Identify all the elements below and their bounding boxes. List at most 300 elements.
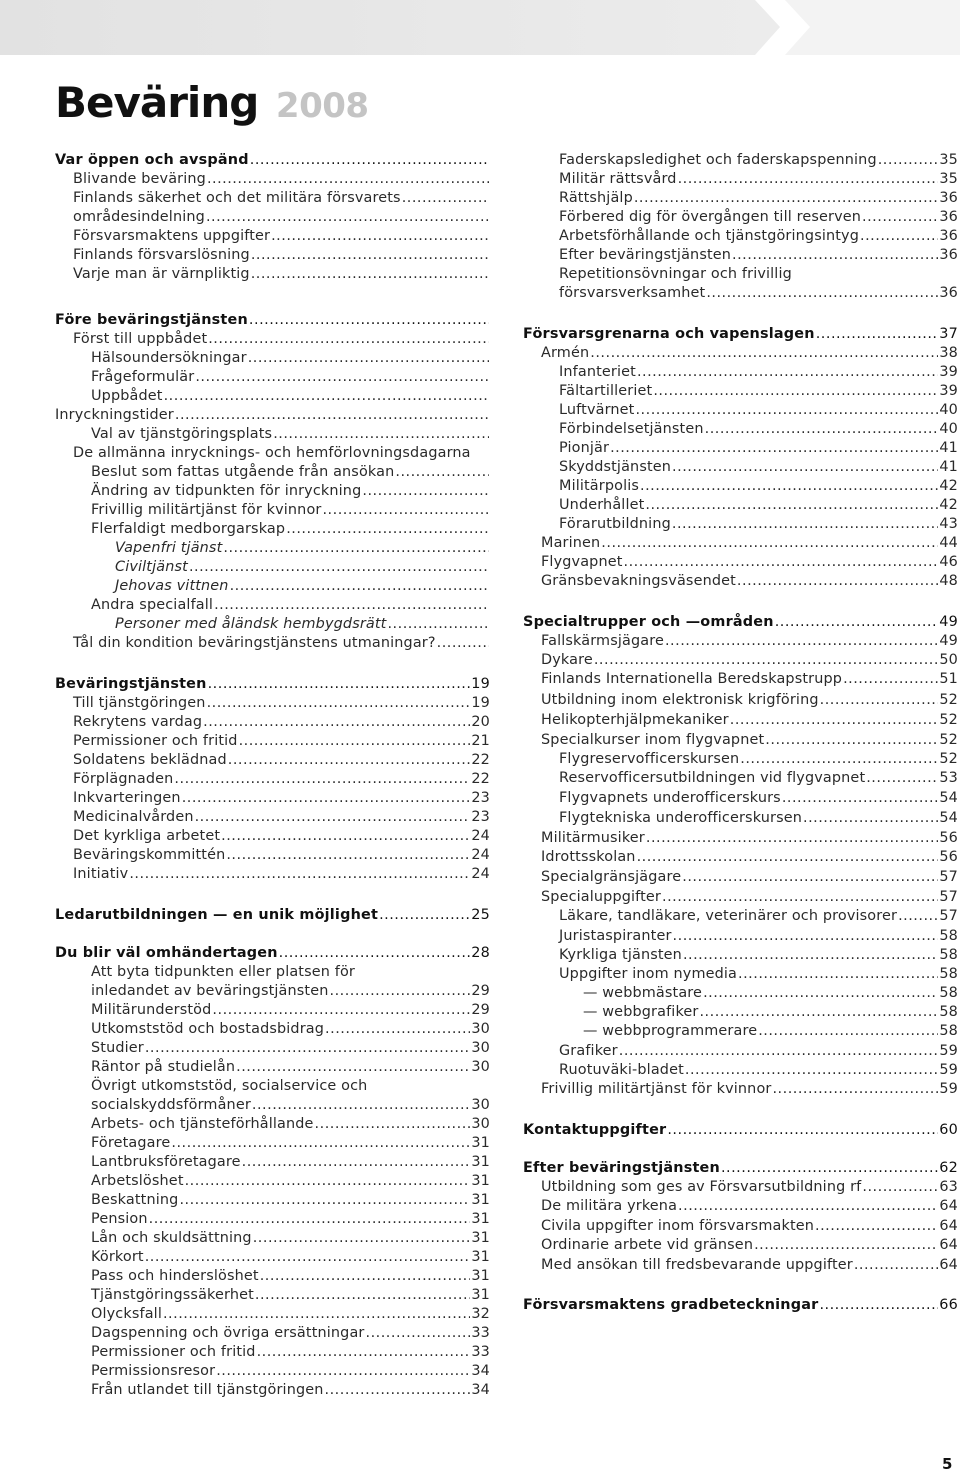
toc-entry-title: Med ansökan till fredsbevarande uppgifter: [541, 1257, 853, 1273]
toc-entry-page: 64: [939, 1237, 958, 1253]
toc-entry-title: Först till uppbådet: [73, 331, 208, 347]
toc-entry-title: Flygvapnets underofficerskurs: [559, 790, 781, 806]
toc-entry: [523, 1216, 958, 1236]
toc-leader-dots: [208, 674, 471, 694]
toc-entry-page: 63: [939, 1179, 958, 1195]
toc-entry-title: Frågeformulär: [91, 369, 195, 385]
toc-entry-page: 39: [939, 364, 958, 380]
toc-entry-title: Initiativ: [73, 866, 129, 882]
toc-entry: [55, 712, 490, 732]
toc-entry-title: Lån och skuldsättning: [91, 1230, 252, 1246]
toc-entry-title: Specialgränsjägare: [541, 869, 682, 885]
toc-entry-page: 40: [939, 421, 958, 437]
toc-leader-dots: [815, 1216, 938, 1236]
toc-entry-title: Utbildning inom elektronisk krigföring: [541, 692, 819, 708]
toc-entry: [55, 614, 490, 634]
toc-entry-title: Läkare, tandläkare, veterinärer och provisorer: [559, 908, 898, 924]
toc-entry: [523, 768, 958, 788]
toc-leader-dots: [740, 749, 938, 769]
toc-leader-dots: [216, 1361, 470, 1381]
toc-entry: [55, 1228, 490, 1248]
toc-leader-dots: [594, 650, 939, 670]
toc-entry: [55, 462, 490, 482]
toc-entry: [55, 788, 490, 808]
toc-entry: [55, 519, 490, 539]
toc-entry-page: 58: [939, 1023, 958, 1039]
toc-entry-title: Olycksfall: [91, 1306, 162, 1322]
toc-entry-page: 38: [939, 345, 958, 361]
toc-entry-title: Vapenfri tjänst: [115, 540, 223, 556]
toc-leader-dots: [878, 150, 939, 170]
toc-entry-title: Finlands säkerhet och det militära försvarets: [73, 190, 401, 206]
toc-entry-title: Idrottsskolan: [541, 849, 636, 865]
toc-entry-title: Frivillig militärtjänst för kvinnor: [91, 502, 322, 518]
toc-entry-page: 49: [939, 614, 958, 630]
toc-leader-dots: [640, 476, 938, 496]
toc-leader-dots: [207, 169, 489, 189]
toc-leader-dots: [803, 808, 938, 828]
toc-entry-page: 41: [939, 440, 958, 456]
toc-entry: [55, 769, 490, 789]
toc-leader-dots: [645, 495, 938, 515]
toc-leader-dots: [819, 1295, 938, 1315]
toc-entry: [523, 343, 958, 363]
toc-entry-title: — webbgrafiker: [583, 1004, 699, 1020]
toc-leader-dots: [279, 943, 471, 963]
toc-entry: [523, 631, 958, 651]
toc-entry-page: 58: [939, 947, 958, 963]
toc-entry-title: Fältartilleriet: [559, 383, 653, 399]
toc-entry: [523, 457, 958, 477]
toc-leader-dots: [635, 400, 938, 420]
toc-entry-page: 23: [471, 809, 490, 825]
toc-entry-title: Försvarsmaktens uppgifter: [73, 228, 271, 244]
toc-leader-dots: [678, 1196, 938, 1216]
toc-entry-title: Flygtekniska underofficerskursen: [559, 810, 802, 826]
toc-entry: [523, 964, 958, 984]
toc-entry-title: Arbetslöshet: [91, 1173, 184, 1189]
toc-entry: [55, 150, 490, 170]
toc-entry-page: 59: [939, 1062, 958, 1078]
toc-entry: [55, 1209, 490, 1229]
toc-entry-page: 60: [939, 1122, 958, 1138]
toc-leader-dots: [145, 1247, 471, 1267]
toc-entry-title: Försvarsmaktens gradbeteckningar: [523, 1297, 819, 1313]
toc-entry-page: 30: [471, 1059, 490, 1075]
toc-entry-title: Inkvarteringen: [73, 790, 181, 806]
toc-entry-page: 56: [939, 849, 958, 865]
toc-entry-title: Permissioner och fritid: [73, 733, 238, 749]
toc-entry-page: 31: [471, 1287, 490, 1303]
toc-leader-dots: [255, 1285, 470, 1305]
toc-entry: [523, 1120, 958, 1140]
toc-entry-page: 62: [939, 1160, 958, 1176]
toc-entry-page: 36: [939, 209, 958, 225]
toc-entry-page: 20: [471, 714, 490, 730]
toc-entry: [55, 500, 490, 520]
toc-entry: [523, 983, 958, 1003]
toc-leader-dots: [230, 576, 489, 596]
toc-entry-page: 50: [939, 652, 958, 668]
toc-entry-page: 36: [939, 247, 958, 263]
toc-leader-dots: [843, 669, 938, 689]
toc-entry-title: Pension: [91, 1211, 148, 1227]
toc-entry-page: 52: [939, 692, 958, 708]
toc-entry-page: 30: [471, 1116, 490, 1132]
toc-leader-dots: [765, 730, 938, 750]
toc-entry-title: Utkomststöd och bostadsbidrag: [91, 1021, 325, 1037]
toc-entry-title: Civiltjänst: [115, 559, 188, 575]
toc-entry: [55, 367, 490, 387]
toc-leader-dots: [179, 1190, 470, 1210]
toc-entry-page: 52: [939, 712, 958, 728]
toc-entry: [523, 400, 958, 420]
toc-leader-dots: [252, 1095, 470, 1115]
toc-entry-title: Efter beväringstjänsten: [523, 1160, 720, 1176]
toc-entry: [55, 348, 490, 368]
toc-entry: [523, 150, 958, 170]
toc-leader-dots: [738, 964, 938, 984]
toc-leader-dots: [637, 362, 938, 382]
toc-entry: [523, 419, 958, 439]
toc-entry-page: 36: [939, 285, 958, 301]
toc-entry-page: 23: [471, 790, 490, 806]
toc-entry: [523, 1158, 958, 1178]
header-banner: [0, 0, 960, 55]
toc-leader-dots: [634, 188, 939, 208]
toc-leader-dots: [239, 731, 471, 751]
toc-entry-page: 56: [939, 830, 958, 846]
toc-entry: [55, 481, 490, 501]
toc-entry: [523, 650, 958, 670]
toc-entry: [523, 514, 958, 534]
toc-leader-dots: [236, 1057, 470, 1077]
toc-leader-dots: [437, 633, 489, 653]
toc-entry-title: Förbindelsetjänsten: [559, 421, 704, 437]
toc-entry: [55, 1266, 490, 1286]
toc-leader-dots: [185, 1171, 471, 1191]
toc-entry: [55, 310, 490, 330]
toc-leader-dots: [601, 533, 938, 553]
toc-entry-title: Permissioner och fritid: [91, 1344, 256, 1360]
toc-entry: [55, 207, 490, 227]
toc-entry-title: Dagspenning och övriga ersättningar: [91, 1325, 365, 1341]
toc-leader-dots: [862, 1177, 938, 1197]
toc-entry: [523, 169, 958, 189]
toc-entry: [55, 1019, 490, 1039]
toc-entry: [55, 1361, 490, 1381]
toc-entry: [523, 1060, 958, 1080]
toc-entry: [55, 1380, 490, 1400]
toc-entry-title: Lantbruksföretagare: [91, 1154, 241, 1170]
toc-entry-title: Förarutbildning: [559, 516, 671, 532]
toc-entry-page: 41: [939, 459, 958, 475]
toc-entry-title: Infanteriet: [559, 364, 636, 380]
toc-entry-title: Militärpolis: [559, 478, 640, 494]
toc-entry-title: Militär rättsvård: [559, 171, 677, 187]
toc-leader-dots: [737, 571, 938, 591]
toc-entry-page: 30: [471, 1040, 490, 1056]
toc-entry-title: Körkort: [91, 1249, 144, 1265]
toc-entry-title: Arbets- och tjänsteförhållande: [91, 1116, 314, 1132]
toc-entry-title: Tål din kondition beväringstjänstens utmaningar?: [73, 635, 436, 651]
toc-entry-page: 35: [939, 152, 958, 168]
toc-leader-dots: [248, 348, 489, 368]
toc-entry-page: 42: [939, 497, 958, 513]
toc-entry-title: Militärmusiker: [541, 830, 645, 846]
toc-leader-dots: [662, 887, 938, 907]
toc-entry: [523, 1196, 958, 1216]
toc-entry-page: 34: [471, 1382, 490, 1398]
toc-entry-page: 25: [471, 907, 490, 923]
toc-entry-page: 24: [471, 828, 490, 844]
toc-entry-title: Uppbådet: [91, 388, 163, 404]
toc-entry-page: 24: [471, 847, 490, 863]
toc-entry-title: Från utlandet till tjänstgöringen: [91, 1382, 324, 1398]
toc-leader-dots: [590, 343, 938, 363]
toc-entry-page: 64: [939, 1198, 958, 1214]
toc-leader-dots: [223, 538, 489, 558]
toc-entry: [523, 1079, 958, 1099]
toc-entry-page: 30: [471, 1021, 490, 1037]
toc-entry: [523, 476, 958, 496]
toc-leader-dots: [214, 595, 489, 615]
toc-entry-title: Fallskärmsjägare: [541, 633, 664, 649]
toc-entry: [55, 807, 490, 827]
toc-leader-dots: [145, 1038, 471, 1058]
toc-entry-page: 31: [471, 1268, 490, 1284]
toc-entry: [55, 443, 490, 463]
toc-entry-title: Skyddstjänsten: [559, 459, 672, 475]
toc-entry-page: 31: [471, 1173, 490, 1189]
toc-entry-title: Tjänstgöringssäkerhet: [91, 1287, 254, 1303]
toc-leader-dots: [860, 226, 938, 246]
toc-entry: [523, 808, 958, 828]
toc-entry-title: Räntor på studielån: [91, 1059, 236, 1075]
toc-leader-dots: [250, 150, 489, 170]
toc-entry-title: Finlands Internationella Beredskapstrupp: [541, 671, 843, 687]
toc-entry: [55, 1342, 490, 1362]
toc-entry: [55, 1095, 490, 1115]
toc-leader-dots: [758, 1021, 938, 1041]
toc-entry-title: Personer med åländsk hembygdsrätt: [115, 616, 387, 632]
toc-leader-dots: [286, 519, 489, 539]
toc-leader-dots: [221, 826, 470, 846]
toc-entry-page: 22: [471, 771, 490, 787]
toc-leader-dots: [705, 419, 939, 439]
toc-entry-title: Ändring av tidpunkten för inryckning: [91, 483, 362, 499]
toc-entry-page: 51: [939, 671, 958, 687]
toc-leader-dots: [854, 1255, 939, 1275]
toc-leader-dots: [362, 481, 489, 501]
toc-leader-dots: [257, 1342, 471, 1362]
toc-entry-title: Rättshjälp: [559, 190, 633, 206]
toc-entry: [523, 362, 958, 382]
toc-entry-page: 33: [471, 1325, 490, 1341]
toc-entry-title: Andra specialfall: [91, 597, 214, 613]
toc-entry-page: 39: [939, 383, 958, 399]
toc-entry: [55, 1285, 490, 1305]
toc-entry: [523, 710, 958, 730]
toc-leader-dots: [672, 514, 939, 534]
toc-leader-dots: [387, 614, 489, 634]
toc-entry-title: Luftvärnet: [559, 402, 635, 418]
toc-entry: [55, 264, 490, 284]
toc-leader-dots: [164, 386, 489, 406]
toc-entry-page: 36: [939, 228, 958, 244]
toc-leader-dots: [315, 1114, 471, 1134]
toc-entry: [523, 283, 958, 303]
toc-entry-title: Utbildning som ges av Försvarsutbildning rf: [541, 1179, 862, 1195]
toc-entry-title: socialskyddsförmåner: [91, 1097, 251, 1113]
toc-entry: [523, 1295, 958, 1315]
toc-leader-dots: [182, 788, 471, 808]
toc-entry-title: områdesindelning: [73, 209, 205, 225]
toc-entry-title: Underhållet: [559, 497, 645, 513]
toc-leader-dots: [721, 1158, 938, 1178]
toc-leader-dots: [189, 557, 489, 577]
toc-leader-dots: [667, 1120, 938, 1140]
toc-leader-dots: [251, 245, 489, 265]
toc-leader-dots: [678, 169, 939, 189]
toc-entry: [55, 1323, 490, 1343]
toc-entry-page: 40: [939, 402, 958, 418]
toc-leader-dots: [175, 405, 489, 425]
toc-entry-title: Ruotuväki-bladet: [559, 1062, 684, 1078]
toc-entry-title: Arbetsförhållande och tjänstgöringsintyg: [559, 228, 860, 244]
toc-entry-page: 19: [471, 695, 490, 711]
toc-entry-page: 66: [939, 1297, 958, 1313]
toc-entry-page: 31: [471, 1249, 490, 1265]
toc-entry-page: 33: [471, 1344, 490, 1360]
toc-entry: [523, 188, 958, 208]
toc-entry-title: Hälsoundersökningar: [91, 350, 247, 366]
toc-entry-title: Företagare: [91, 1135, 171, 1151]
toc-entry-page: 32: [471, 1306, 490, 1322]
toc-leader-dots: [820, 690, 939, 710]
toc-entry-title: Soldatens beklädnad: [73, 752, 227, 768]
toc-leader-dots: [624, 552, 939, 572]
toc-leader-dots: [682, 867, 938, 887]
toc-leader-dots: [402, 188, 489, 208]
toc-leader-dots: [619, 1041, 939, 1061]
toc-entry: [55, 1114, 490, 1134]
toc-entry-title: Dykare: [541, 652, 593, 668]
toc-leader-dots: [637, 847, 939, 867]
toc-entry-title: Kyrkliga tjänsten: [559, 947, 682, 963]
toc-entry: [523, 906, 958, 926]
toc-leader-dots: [251, 264, 489, 284]
toc-leader-dots: [706, 283, 938, 303]
toc-entry-page: 24: [471, 866, 490, 882]
toc-entry-title: Ledarutbildningen — en unik möjlighet: [55, 907, 379, 923]
toc-entry-page: 59: [939, 1043, 958, 1059]
toc-leader-dots: [673, 926, 939, 946]
toc-entry-page: 54: [939, 810, 958, 826]
toc-leader-dots: [228, 750, 471, 770]
toc-entry-page: 49: [939, 633, 958, 649]
toc-entry-page: 48: [939, 573, 958, 589]
toc-entry: [55, 1133, 490, 1153]
toc-entry-page: 46: [939, 554, 958, 570]
toc-entry: [55, 905, 490, 925]
toc-entry-page: 30: [471, 1097, 490, 1113]
toc-entry: [523, 945, 958, 965]
toc-leader-dots: [330, 981, 471, 1001]
toc-entry-page: 57: [939, 889, 958, 905]
toc-leader-dots: [775, 612, 939, 632]
toc-entry: [55, 576, 490, 596]
title-year: 2008: [275, 86, 369, 126]
toc-entry-title: Flygvapnet: [541, 554, 623, 570]
toc-leader-dots: [653, 381, 938, 401]
toc-entry-title: Specialtrupper och —områden: [523, 614, 774, 630]
toc-entry-title: De militära yrkena: [541, 1198, 678, 1214]
toc-entry: [55, 845, 490, 865]
toc-leader-dots: [249, 310, 489, 330]
toc-entry: [523, 207, 958, 227]
toc-entry: [55, 674, 490, 694]
toc-entry-title: försvarsverksamhet: [559, 285, 706, 301]
toc-leader-dots: [325, 1380, 471, 1400]
toc-leader-dots: [271, 226, 489, 246]
toc-entry: [55, 731, 490, 751]
toc-entry: [523, 847, 958, 867]
toc-entry-title: Specialkurser inom flygvapnet: [541, 732, 765, 748]
toc-entry-page: 54: [939, 790, 958, 806]
toc-entry-page: 31: [471, 1211, 490, 1227]
toc-entry-page: 57: [939, 869, 958, 885]
toc-entry-page: 21: [471, 733, 490, 749]
toc-entry-title: Till tjänstgöringen: [73, 695, 206, 711]
toc-entry-page: 31: [471, 1154, 490, 1170]
toc-entry: [55, 1190, 490, 1210]
toc-entry: [55, 826, 490, 846]
toc-entry: [55, 557, 490, 577]
toc-entry: [55, 981, 490, 1001]
toc-entry-page: 44: [939, 535, 958, 551]
toc-leader-dots: [322, 500, 489, 520]
toc-entry-title: Beväringskommittén: [73, 847, 226, 863]
toc-entry-title: Jehovas vittnen: [115, 578, 229, 594]
toc-entry-page: 19: [471, 676, 490, 692]
toc-entry-title: Beskattning: [91, 1192, 179, 1208]
toc-entry-title: Helikopterhjälpmekaniker: [541, 712, 729, 728]
toc-leader-dots: [195, 807, 471, 827]
toc-entry: [55, 1171, 490, 1191]
toc-leader-dots: [772, 1079, 938, 1099]
toc-leader-dots: [754, 1235, 938, 1255]
toc-entry-title: Specialuppgifter: [541, 889, 661, 905]
toc-entry-title: Före beväringstjänsten: [55, 312, 248, 328]
toc-entry: [55, 633, 490, 653]
toc-leader-dots: [325, 1019, 470, 1039]
toc-entry: [523, 533, 958, 553]
toc-entry: [523, 1002, 958, 1022]
toc-entry: [523, 730, 958, 750]
toc-leader-dots: [610, 438, 938, 458]
toc-entry: [523, 381, 958, 401]
toc-entry: [55, 864, 490, 884]
toc-leader-dots: [206, 207, 489, 227]
toc-entry-page: 36: [939, 190, 958, 206]
toc-entry: [523, 1177, 958, 1197]
toc-entry-title: inledandet av beväringstjänsten: [91, 983, 329, 999]
toc-entry: [55, 1000, 490, 1020]
toc-leader-dots: [646, 828, 939, 848]
toc-entry: [55, 595, 490, 615]
toc-entry: [523, 264, 958, 284]
